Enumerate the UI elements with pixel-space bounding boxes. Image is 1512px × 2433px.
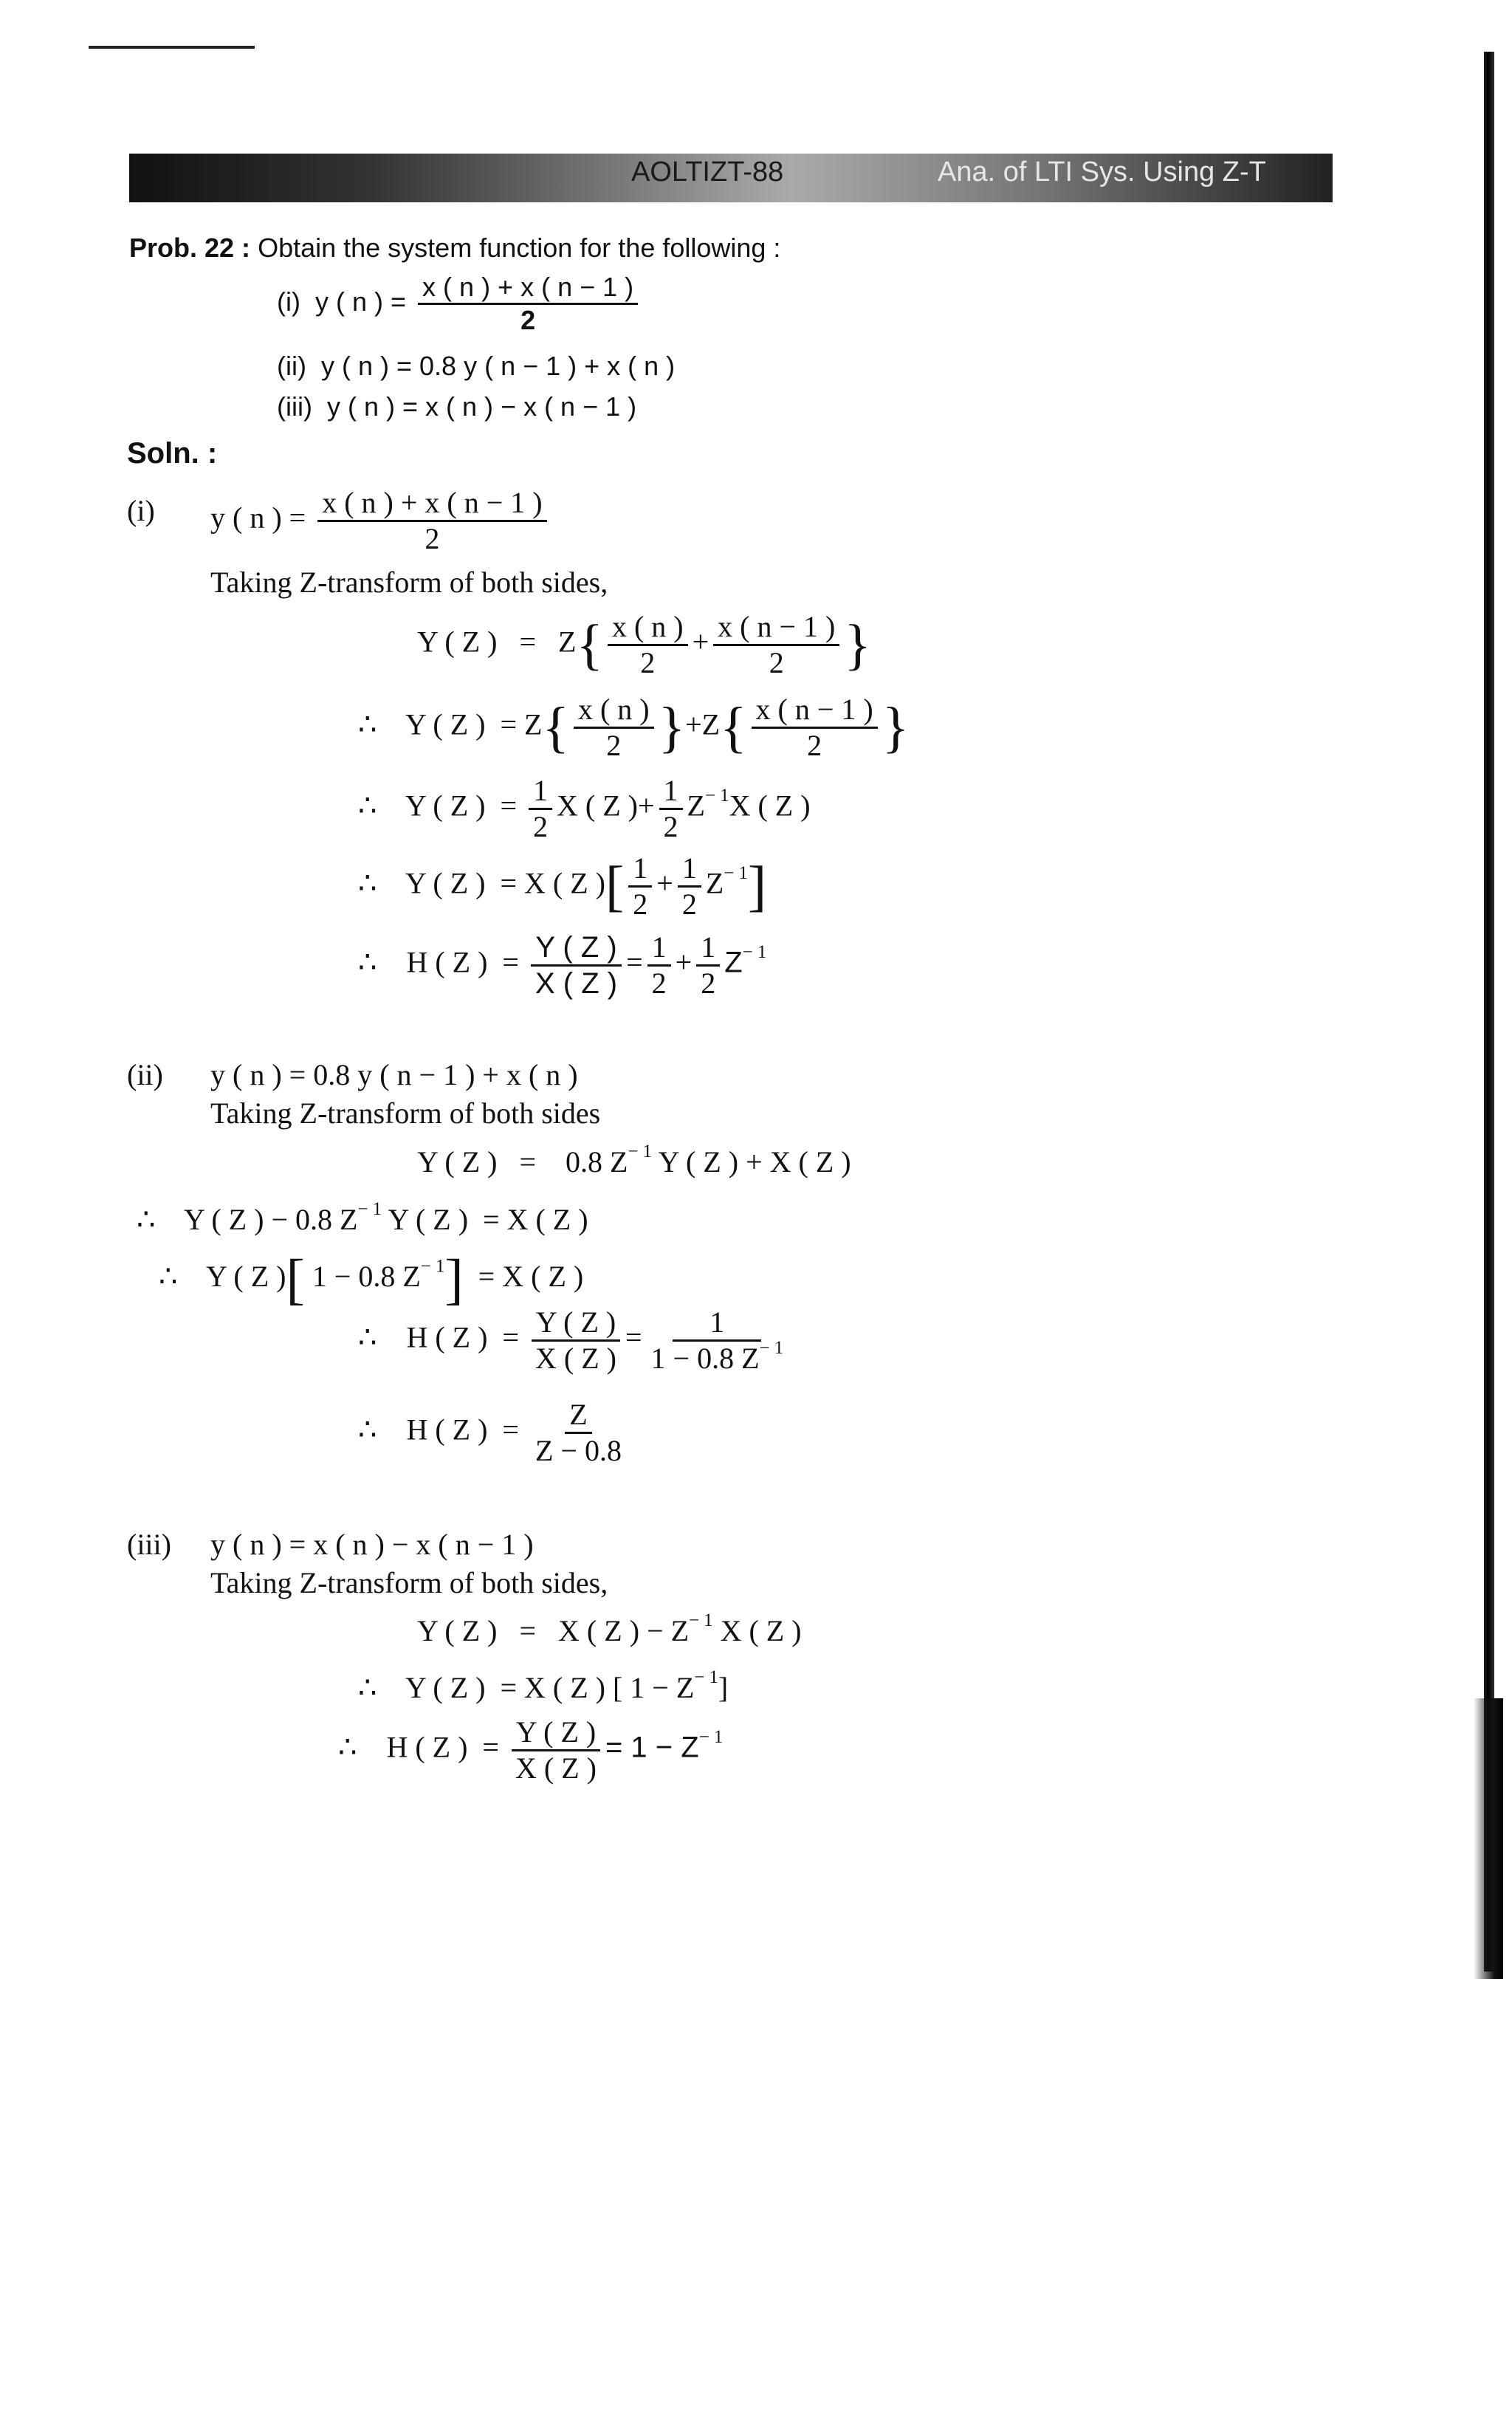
part2-step1: Y ( Z ) = 0.8 $Z^{- 1}$ Y ( Z ) + X ( Z ) [417,1142,851,1178]
header-title: Ana. of LTI Sys. Using Z-T [938,157,1266,188]
part2-step4: ∴ H ( Z ) = $\frac{Y ( Z )}{X ( Z )}$ = $\frac{1}{1 - 0.8 Z^{- 1}}$ [358,1305,784,1375]
part3-number: (iii) [127,1528,171,1561]
part1-step3: ∴ Y ( Z ) = $\frac{1}{2}$ X ( Z )+ $\frac{1}{2}$ $Z^{- 1}X$ ( Z ) [358,774,811,843]
part2-step3: ∴ Y ( Z )[ 1 − 0.8 $Z^{- 1}] = X$ ( Z ) [159,1249,584,1311]
part3-intro: Taking Z-transform of both sides, [210,1566,608,1599]
part1-number: (i) [127,494,155,527]
header-code: AOLTIZT-88 [631,157,784,188]
part1-intro: Taking Z-transform of both sides, [210,566,608,599]
part1-given: y ( n ) = $\frac{x ( n ) + x ( n - 1 )}{2}$ [210,487,551,555]
problem-heading [129,233,780,264]
part3-step1: Y ( Z ) = X ( Z ) − $Z^{- 1}$ X ( Z ) [417,1610,802,1647]
part3-result: ∴ H ( Z ) = $\frac{Y ( Z )}{X ( Z )}$ = $1 - Z^{- 1}$ [338,1715,724,1785]
scan-binding-shadow [1474,1698,1503,1979]
part3-given: y ( n ) = x ( n ) − x ( n − 1 ) [210,1528,534,1561]
problem-label: Prob. 22 : [129,233,251,263]
part1-step1: Y ( Z ) = Z{ $\frac{x ( n )}{2}$ + $\frac{x ( n - 1 )}{2}$ } [417,610,871,679]
part3-step2: ∴ Y ( Z ) = X ( Z ) [ $1 - Z^{- 1}$] [358,1667,729,1704]
part2-intro: Taking Z-transform of both sides [210,1097,601,1130]
solution-label: Soln. : [127,437,218,470]
scan-top-line [89,46,255,49]
problem-item-3: (iii) y ( n ) = x ( n ) − x ( n − 1 ) [277,391,637,422]
part1-step2: ∴ Y ( Z ) = Z{ $\frac{x ( n )}{2}$ }+Z{ $\frac{x ( n - 1 )}{2}$ } [358,693,910,762]
scan-binding-edge [1484,52,1494,1972]
problem-statement: Obtain the system function for the following : [258,233,781,263]
problem-item-1-fraction: $\frac{x ( n ) + x ( n - 1 )}{2}$ [418,273,638,334]
part2-given: y ( n ) = 0.8 y ( n − 1 ) + x ( n ) [210,1058,578,1091]
part1-result: ∴ H ( Z ) = $\frac{Y ( Z )}{X ( Z )}$ = $\frac{1}{2}$ + $\frac{1}{2}$ $Z^{- 1}$ [358,930,767,1000]
problem-item-2: (ii) y ( n ) = 0.8 y ( n − 1 ) + x ( n ) [277,351,676,381]
part2-result: ∴ H ( Z ) = $\frac{Z}{Z - 0.8}$ [358,1398,622,1467]
part1-step4: ∴ Y ( Z ) = X ( Z )[ $\frac{1}{2}$ + $\frac{1}{2}$ $Z^{- 1}$] [358,851,767,921]
problem-item-1: (i) y ( n ) = $\frac{x ( n ) + x ( n - 1 )}{2}$ [277,273,642,334]
part2-step2: ∴ Y ( Z ) − 0.8 $Z^{- 1}$ Y ( Z ) = X ( Z ) [137,1199,588,1236]
part2-number: (ii) [127,1058,163,1091]
